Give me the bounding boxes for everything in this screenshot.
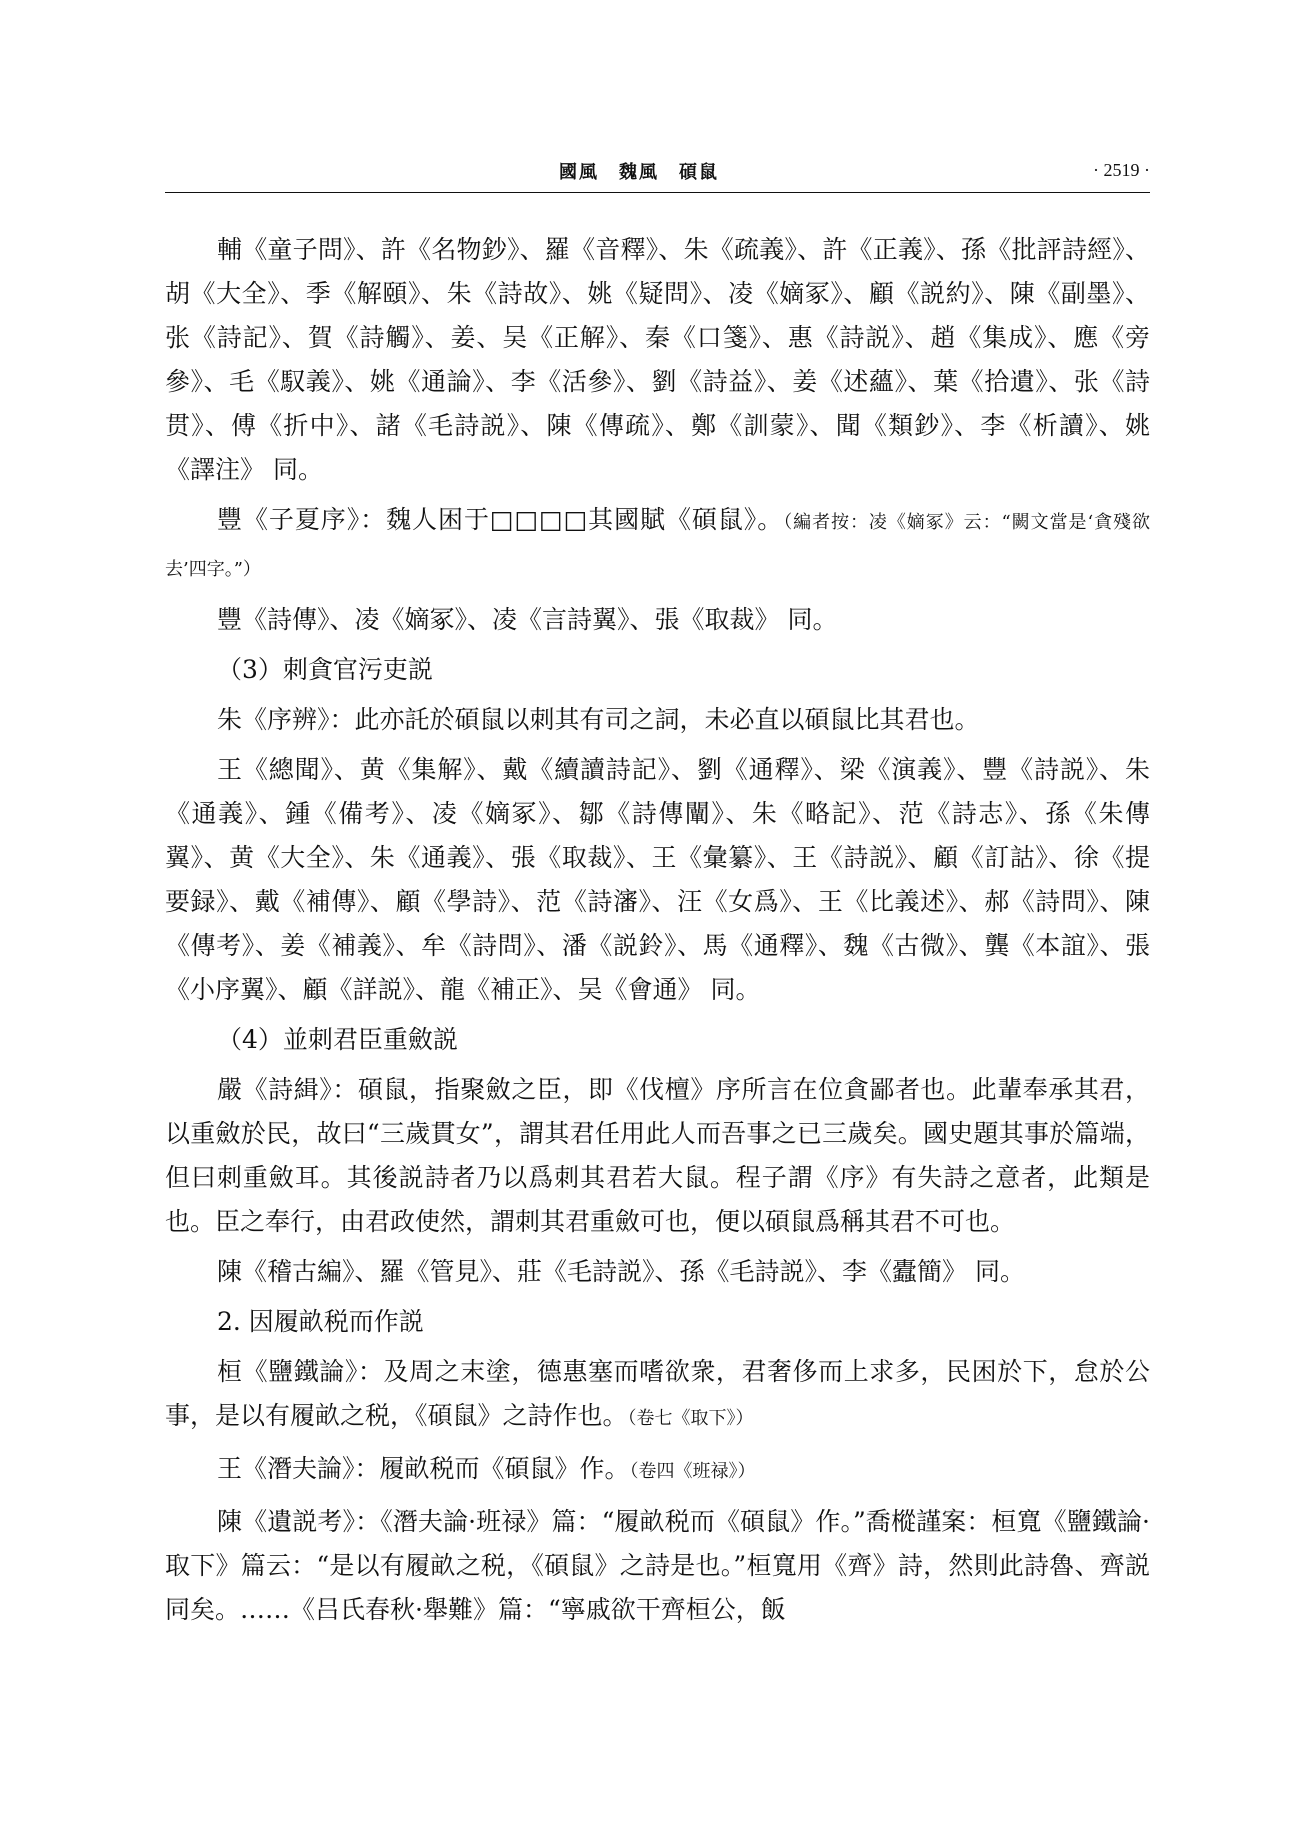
section-heading: （4）並刺君臣重斂説 xyxy=(217,1025,458,1054)
editor-note: （編者按：凌《嫡冢》云：“闕文當是‘貪殘欲去’四字。”） xyxy=(165,512,1151,580)
paragraph: 豐《子夏序》：魏人困于□□□□其國賦《碩鼠》。（編者按：凌《嫡冢》云：“闕文當是‘貪殘欲去’四字。”） xyxy=(165,505,1151,580)
section-heading: （3）刺貪官污吏説 xyxy=(217,655,433,684)
paragraph: 陳《遺説考》：《潛夫論·班禄》篇：“履畝税而《碩鼠》作。”喬樅謹案：桓寬《鹽鐵論·取下》篇云：“是以有履畝之税，《碩鼠》之詩是也。”桓寬用《齊》詩，然則此詩魯、齊説同矣。……《吕氏春秋·舉難》篇：“寧戚欲干齊桓公，飯 xyxy=(165,1507,1150,1624)
header-rule xyxy=(165,192,1150,193)
paragraph: 豐《詩傳》、凌《嫡冢》、凌《言詩翼》、張《取裁》 同。 xyxy=(217,605,838,634)
page-number: · 2519 · xyxy=(1093,160,1150,180)
paragraph: 陳《稽古編》、羅《管見》、莊《毛詩説》、孫《毛詩説》、李《蠹簡》 同。 xyxy=(217,1257,1025,1286)
paragraph: 嚴《詩緝》：碩鼠，指聚斂之臣，即《伐檀》序所言在位貪鄙者也。此輩奉承其君，以重斂於民，故曰“三歲貫女”，謂其君任用此人而吾事之已三歲矣。國史題其事於篇端，但曰刺重斂耳。其後説詩者乃以爲刺其君若大鼠。程子謂《序》有失詩之意者，此類是也。臣之奉行，由君政使然，謂刺其君重斂可也，便以碩鼠爲稱其君不可也。 xyxy=(165,1075,1150,1236)
paragraph: 王《潛夫論》：履畝税而《碩鼠》作。（卷四《班禄》） xyxy=(217,1454,756,1483)
paragraph: 朱《序辨》：此亦託於碩鼠以刺其有司之詞，未必直以碩鼠比其君也。 xyxy=(217,705,980,734)
paragraph: 王《總聞》、黄《集解》、戴《續讀詩記》、劉《通釋》、梁《演義》、豐《詩説》、朱《通義》、鍾《備考》、凌《嫡冢》、鄒《詩傳闡》、朱《略記》、范《詩志》、孫《朱傳翼》、黄《大全》、朱《通義》、張《取裁》、王《彙纂》、王《詩説》、顧《訂詁》、徐《提要録》、戴《補傳》、顧《學詩》、范《詩瀋》、汪《女爲》、王《比義述》、郝《詩問》、陳《傳考》、姜《補義》、牟《詩問》、潘《説鈴》、馬《通釋》、魏《古微》、龔《本誼》、張《小序翼》、顧《詳説》、龍《補正》、吴《會通》 同。 xyxy=(165,755,1150,1004)
paragraph: 輔《童子問》、許《名物鈔》、羅《音釋》、朱《疏義》、許《正義》、孫《批評詩經》、胡《大全》、季《解頤》、朱《詩故》、姚《疑問》、凌《嫡冢》、顧《説約》、陳《副墨》、张《詩記》、賀《詩觸》、姜、吴《正解》、秦《口箋》、惠《詩説》、趙《集成》、應《旁參》、毛《馭義》、姚《通論》、李《活參》、劉《詩益》、姜《述蘊》、葉《拾遺》、张《詩贯》、傅《折中》、諸《毛詩説》、陳《傳疏》、鄭《訓蒙》、聞《類鈔》、李《析讀》、姚《譯注》 同。 xyxy=(165,235,1150,484)
body-text xyxy=(165,228,1150,1632)
source-note: （卷四《班禄》） xyxy=(629,1461,756,1482)
running-header xyxy=(165,158,1150,190)
running-title: 國風 魏風 碩鼠 xyxy=(559,162,719,183)
source-note: （卷七《取下》） xyxy=(627,1408,754,1429)
section-heading: 2. 因履畝税而作説 xyxy=(217,1307,424,1336)
paragraph: 桓《鹽鐵論》：及周之末塗，德惠塞而嗜欲衆，君奢侈而上求多，民困於下，怠於公事，是以有履畝之税，《碩鼠》之詩作也。（卷七《取下》） xyxy=(165,1357,1150,1430)
